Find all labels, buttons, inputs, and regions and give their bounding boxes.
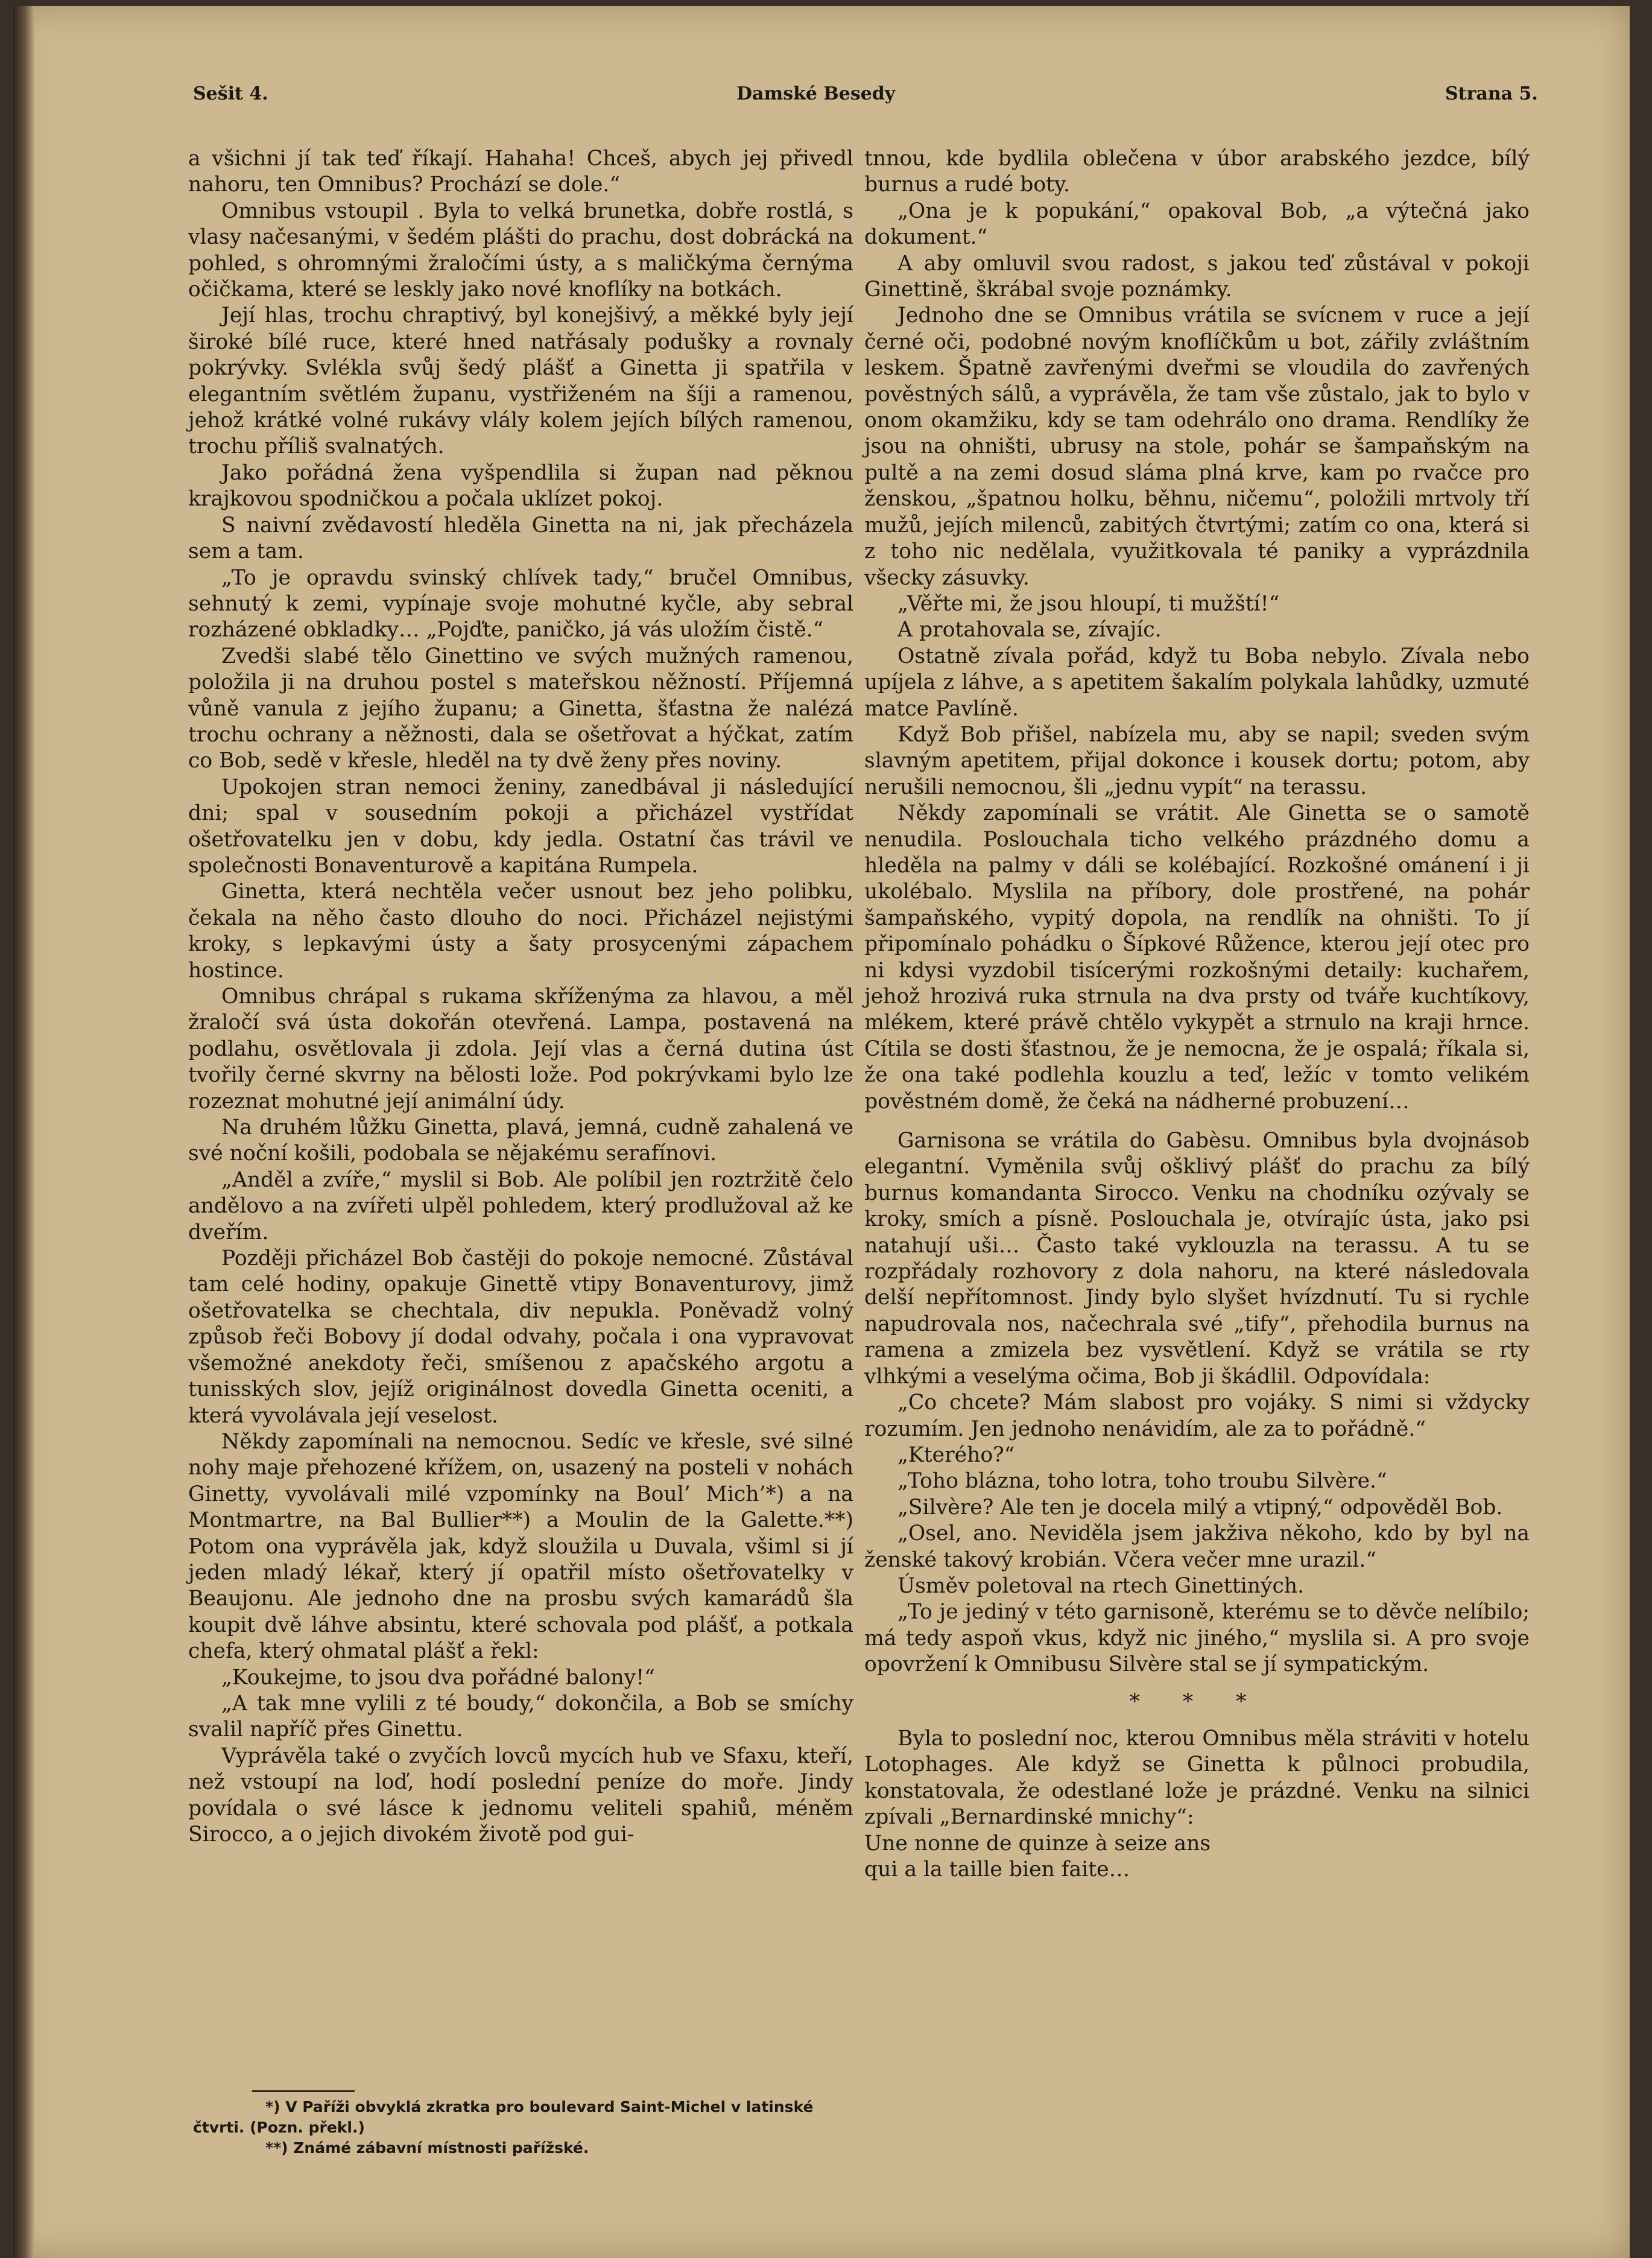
header-issue: Sešit 4. [193, 83, 268, 104]
paragraph: Někdy zapomínali se vrátit. Ale Ginetta se o samotě nenudila. Poslouchala ticho velkého prázdného domu a hleděla na palmy v dáli se kolébající. Rozkošné ománení i ji ukolébalo. Myslila na příbory, dole prostřené, na pohár šampaňského, vypitý dopola, na rendlík na ohništi. To jí připomínalo pohádku o Šípkové Růžence, kterou její otec pro ni kdysi vyzdobil tisícerými rozkošnými detaily: kuchařem, jehož hrozivá ruka strnula na dva prsty od tváře kuchtíkovy, mlékem, které právě chtělo vykypět a strnulo na kraji hrnce. Cítila se dosti šťastnou, že je nemocna, že je ospalá; říkala si, že ona také podlehla kouzlu a teď, ležíc v tomto velikém pověstném domě, že čeká na nádherné probuzení… [864, 801, 1530, 1114]
paragraph: A aby omluvil svou radost, s jakou teď zůstával v pokoji Ginettině, škrábal svoje poznámky. [864, 251, 1530, 302]
paragraph: Zvedši slabé tělo Ginettino ve svých mužných ramenou, položila ji na druhou postel s mateřskou něžností. Příjemná vůně vanula z jejího županu; a Ginetta, šťastna že nalézá trochu ochrany a něžnosti, dala se ošetřovat a hýčkat, zatím co Bob, sedě v křesle, hleděl na ty dvě ženy přes noviny. [188, 644, 853, 773]
paragraph: Jako pořádná žena vyšpendlila si župan nad pěknou krajkovou spodničkou a počala uklízet pokoj. [188, 460, 853, 512]
footnote-2: **) Známé zábavní místnosti pařížské. [265, 2139, 589, 2157]
paragraph: „To je opravdu svinský chlívek tady,“ bručel Omnibus, sehnutý k zemi, vypínaje svoje mohutné kyčle, aby sebral rozházené obkladky… „Pojďte, paničko, já vás uložím čistě.“ [188, 565, 853, 642]
paragraph: „Ona je k popukání,“ opakoval Bob, „a výtečná jako dokument.“ [864, 198, 1530, 250]
poem-line: Une nonne de quinze à seize ans [864, 1831, 1211, 1856]
header-page-number: Strana 5. [1445, 83, 1538, 104]
footnotes [193, 2090, 858, 2158]
paragraph: Jednoho dne se Omnibus vrátila se svícnem v ruce a její černé oči, podobné novým knoflíčkům u bot, zářily zvláštním leskem. Špatně zavřenými dveřmi se vloudila do zavřených pověstných sálů, a vyprávěla, že tam vše zůstalo, jak to bylo v onom okamžiku, kdy se tam odehrálo ono drama. Rendlíky že jsou na ohništi, ubrusy na stole, pohár se šampaňským na pultě a na zemi dosud sláma plná krve, kam po rvačce pro ženskou, „špatnou holku, běhnu, ničemu“, položili mrtvoly tří mužů, jejích milenců, zabitých čtvrtými; zatím co ona, která si z toho nic nedělala, využitkovala té paniky a vyprázdnila všecky zásuvky. [864, 303, 1530, 590]
poem-line: qui a la taille bien faite… [864, 1857, 1130, 1882]
paragraph: „Osel, ano. Neviděla jsem jakživa někoho, kdo by byl na ženské takový krobián. Včera večer mne urazil.“ [864, 1521, 1530, 1572]
paragraph: „Anděl a zvíře,“ myslil si Bob. Ale políbil jen roztržitě čelo andělovo a na zvířeti ulpěl pohledem, který prodlužoval až ke dveřím. [188, 1167, 853, 1245]
paragraph: „Silvère? Ale ten je docela milý a vtipný,“ odpověděl Bob. [897, 1495, 1503, 1520]
paragraph: „Koukejme, to jsou dva pořádné balony!“ [221, 1665, 655, 1690]
paragraph: „To je jediný v této garnisoně, kterému se to děvče nelíbilo; má tedy aspoň vkus, když nic jiného,“ myslila si. A pro svoje opovržení k Omnibusu Silvère stal se jí sympatickým. [864, 1600, 1530, 1677]
paragraph: Byla to poslední noc, kterou Omnibus měla stráviti v hotelu Lotophages. Ale když se Ginetta k půlnoci probudila, konstatovala, že odestlané lože je prázdné. Venku na silnici zpívali „Bernardinské mnichy“: [864, 1726, 1530, 1830]
paragraph: „Toho blázna, toho lotra, toho troubu Silvère.“ [897, 1469, 1387, 1494]
section-divider: * * * [1129, 1689, 1265, 1714]
paragraph: Ostatně zívala pořád, když tu Boba nebylo. Zívala nebo upíjela z láhve, a s apetitem šakalím polykala lahůdky, uzmuté matce Pavlíně. [864, 644, 1530, 721]
book-page [13, 6, 1630, 2258]
paragraph: Ginetta, která nechtěla večer usnout bez jeho polibku, čekala na něho často dlouho do noci. Přicházel nejistými kroky, s lepkavými ústy a šaty prosycenými zápachem hostince. [188, 880, 853, 983]
paragraph: A protahovala se, zívajíc. [897, 618, 1162, 642]
footnote-rule [252, 2090, 355, 2092]
paragraph: Omnibus chrápal s rukama skříženýma za hlavou, a měl žraločí svá ústa dokořán otevřená. Lampa, postavená na podlahu, osvětlovala ji zdola. Její vlas a černá dutina úst tvořily černé skvrny na bělosti lože. Pod pokrývkami bylo lze rozeznat mohutné její animální údy. [188, 985, 853, 1114]
paragraph: Omnibus vstoupil . Byla to velká brunetka, dobře rostlá, s vlasy načesanými, v šedém plášti do prachu, dost dobrácká na pohled, s ohromnými žraločími ústy, a s maličkýma černýma očičkama, které se leskly jako nové knoflíky na botkách. [188, 198, 853, 302]
paragraph: Upokojen stran nemoci ženiny, zanedbával ji následující dni; spal v sousedním pokoji a přicházel vystřídat ošetřovatelku jen v dobu, kdy jedla. Ostatní čas trávil ve společnosti Bonaventurově a kapitána Rumpela. [188, 775, 853, 878]
paragraph: Když Bob přišel, nabízela mu, aby se napil; sveden svým slavným apetitem, přijal dokonce i kousek dortu; potom, aby nerušili nemocnou, šli „jednu vypít“ na terassu. [864, 722, 1530, 799]
paragraph: „Věřte mi, že jsou hloupí, ti mužští!“ [897, 591, 1280, 616]
paragraph: Její hlas, trochu chraptivý, byl konejšivý, a měkké byly její široké bílé ruce, které hned natřásaly podušky a rovnaly pokrývky. Svlékla svůj šedý plášť a Ginetta ji spatřila v elegantním světlém županu, vystřiženém na šíji a ramenou, jehož krátké volné rukávy vlály kolem jejích bílých ramenou, trochu příliš svalnatých. [188, 303, 853, 459]
paragraph: Garnisona se vrátila do Gabèsu. Omnibus byla dvojnásob elegantní. Vyměnila svůj ošklivý plášť do prachu za bílý burnus komandanta Sirocco. Venku na chodníku ozývaly se kroky, smích a písně. Poslouchala je, otvírajíc ústa, jako psi natahují uši… Často také vyklouzla na terassu. A tu se rozpřádaly rozhovory z dola nahoru, na které následovala delší nepřítomnost. Jindy bylo slyšet hvízdnutí. Tu si rychle napudrovala nos, načechrala své „tify“, přehodila burnus na ramena a zmizela bez vysvětlení. Když se vrátila se rty vlhkými a veselýma očima, Bob ji škádlil. Odpovídala: [864, 1129, 1530, 1389]
paragraph: „Kterého?“ [897, 1442, 1015, 1467]
paragraph: Někdy zapomínali na nemocnou. Sedíc ve křesle, své silné nohy maje přehozené křížem, on, usazený na posteli v nohách Ginetty, vyvolávali milé vzpomínky na Boul’ Mich’*) a na Montmartre, na Bal Bullier**) a Moulin de la Galette.**) Potom ona vyprávěla jak, když sloužila u Duvala, všiml si jí jeden mladý lékař, který jí opatřil místo ošetřovatelky v Beaujonu. Ale jednoho dne na prosbu svých kamarádů šla koupit dvě láhve absintu, které schovala pod plášť, a potkala chefa, který ohmatal plášť a řekl: [188, 1429, 853, 1664]
paragraph: S naivní zvědavostí hleděla Ginetta na ni, jak přecházela sem a tam. [188, 513, 853, 564]
paragraph: Později přicházel Bob častěji do pokoje nemocné. Zůstával tam celé hodiny, opakuje Ginettě vtipy Bonaventurovy, jimž ošetřovatelka se chechtala, div nepukla. Poněvadž volný způsob řeči Bobovy jí dodal odvahy, počala i ona vypravovat všemožné anekdoty řeči, smíšenou z apačského argotu a tunisských slov, jejíž originálnost dovedla Ginetta oceniti, a která vyvolávala její veselost. [188, 1246, 853, 1428]
left-column [188, 146, 853, 1848]
paragraph: „Co chcete? Mám slabost pro vojáky. S nimi si vždycky rozumím. Jen jednoho nenávidím, ale za to pořádně.“ [864, 1391, 1530, 1441]
paragraph: Na druhém lůžku Ginetta, plavá, jemná, cudně zahalená ve své noční košili, podobala se nějakému serafínovi. [188, 1115, 853, 1166]
paragraph: „A tak mne vylili z té boudy,“ dokončila, a Bob se smíchy svalil napříč přes Ginettu. [188, 1691, 853, 1742]
header-magazine-title: Damské Besedy [736, 83, 896, 104]
right-column [864, 146, 1530, 1883]
paragraph: Vyprávěla také o zvyčích lovců mycích hub ve Sfaxu, kteří, než vstoupí na loď, hodí poslední peníze do moře. Jindy povídala o své lásce k jednomu veliteli spahiů, méněm Sirocco, a o jejich divokém životě pod gui- [188, 1743, 853, 1847]
page-binding [13, 6, 34, 2258]
footnote-1: *) V Paříži obvyklá zkratka pro boulevard Saint-Michel v latinské čtvrti. (Pozn. překl.) [193, 2098, 814, 2136]
paragraph: a všichni jí tak teď říkají. Hahaha! Chceš, abych jej přivedl nahoru, ten Omnibus? Prochází se dole.“ [188, 147, 853, 197]
paragraph: Úsměv poletoval na rtech Ginettiných. [897, 1573, 1305, 1598]
paragraph: tnnou, kde bydlila oblečena v úbor arabského jezdce, bílý burnus a rudé boty. [864, 147, 1530, 197]
